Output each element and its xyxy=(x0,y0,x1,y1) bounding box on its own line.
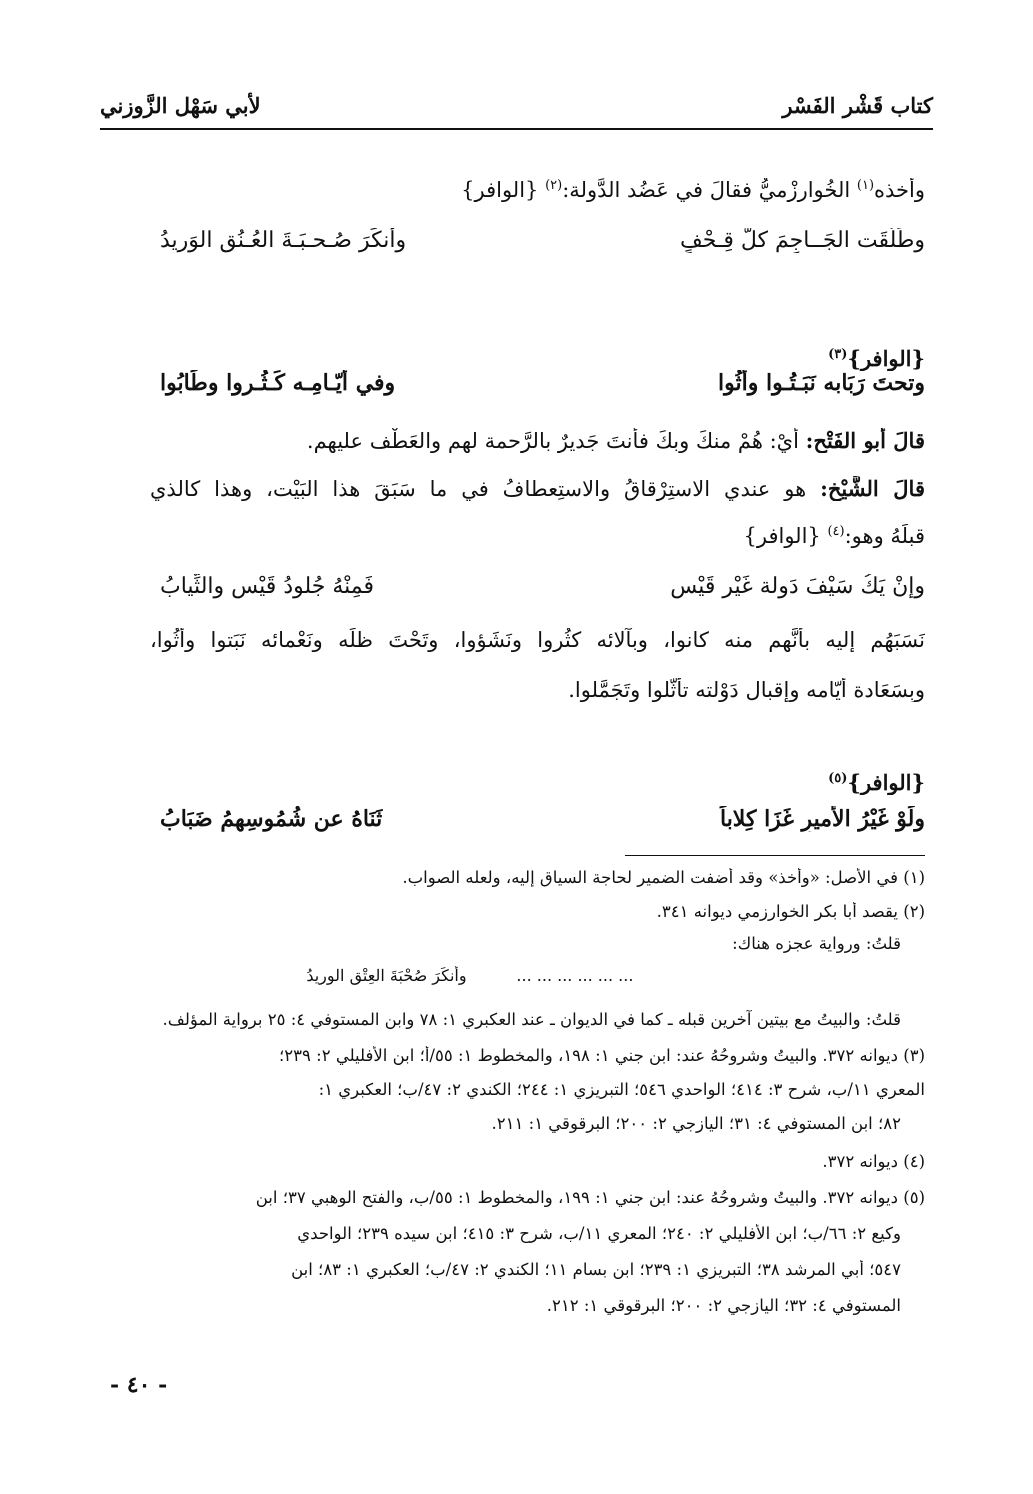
verse-3 xyxy=(160,574,925,599)
verse-hemistich-2: وأنكَرَ صُحْبَةَ العِتْقِ الوريدُ xyxy=(306,966,467,985)
prose-paragraph-line xyxy=(150,628,925,652)
verse-hemistich-1: ... ... ... ... ... ... xyxy=(516,966,634,985)
intro-line xyxy=(160,178,925,202)
meter-label: {الوافر} xyxy=(743,524,828,548)
intro-text: الخُوارزْميُّ فقالَ في عَضُد الدَّولة: xyxy=(562,178,857,202)
footnote-4: (٤) ديوانه ٣٧٢. xyxy=(822,1152,925,1171)
footnote-3-line: ٨٢؛ ابن المستوفي ٤: ٣١؛ اليازجي ٢: ٢٠٠؛ البرقوقي ١: ٢١١. xyxy=(491,1114,901,1133)
commentary-text: أيْ: هُمْ منكَ وبكَ فأنتَ جَديرٌ بالرَّحمة لهم والعَطْف عليهم. xyxy=(306,429,806,453)
footnote-2-note: قلتُ: والبيتُ مع بيتين آخرين قبله ـ كما في الديوان ـ عند العكبري ١: ٧٨ وابن المستوفي ٤: ٢٥ برواية المؤلف. xyxy=(162,1010,901,1029)
verse-hemistich-1: ولَوْ غَيْرُ الأميرِ غَزَا كِلاباً xyxy=(719,806,925,832)
intro-text: وأخذه xyxy=(874,178,925,202)
footnote-ref-4: (٤) xyxy=(827,524,845,539)
verse-hemistich-2: وفي أيّـامِـه كَـثُـروا وطَابُوا xyxy=(160,370,396,396)
verse-hemistich-2: ثَنَاهُ عن شُمُوسِهِمُ ضَبَابُ xyxy=(160,806,383,832)
verse-4 xyxy=(160,806,925,832)
book-title: كتاب قَشْر الفَسْر xyxy=(782,93,933,118)
commentator-label: قالَ الشَّيْخ: xyxy=(820,476,925,501)
footnote-5-line: وكيع ٢: ٦٦/ب؛ ابن الأفليلي ٢: ٢٤٠؛ المعري ١١/ب، شرح ٣: ٤١٥؛ ابن سيده ٢٣٩؛ الواحدي xyxy=(297,1224,901,1243)
commentary-text: قبلَهُ وهو: xyxy=(844,524,925,548)
meter-label: {الوافر} xyxy=(847,770,925,795)
prose-text: وبِسَعَادة أيّامه وإقبال دَوْلته تأثَّلوا وتَجَمَّلوا. xyxy=(568,678,925,702)
footnote-separator xyxy=(625,855,925,856)
prose-paragraph-line xyxy=(160,678,925,702)
footnote-2-quote: قلتُ: ورواية عجزه هناك: xyxy=(732,934,901,953)
verse-hemistich-2: وأنكَرَ صُـحـبَـةَ العُـنُقِ الوَريدُ xyxy=(160,228,407,253)
footnote-3-line: المعري ١١/ب، شرح ٣: ٤١٤؛ الواحدي ٥٤٦؛ التبريزي ١: ٢٤٤؛ الكندي ٢: ٤٧/ب؛ العكبري ١: xyxy=(318,1080,925,1099)
verse-2 xyxy=(160,370,925,396)
verse-1 xyxy=(160,228,925,253)
commentator-label: قالَ أبو الفَتْح: xyxy=(805,428,925,453)
verse-hemistich-1: وإنْ يَكُ سَيْفَ دَولة غَيْرِ قَيْسٍ xyxy=(670,574,925,599)
footnote-5-line: (٥) ديوانه ٣٧٢. والبيتُ وشروحُهُ عند: ابن جني ١: ١٩٩، والمخطوط ١: ٥٥/ب، والفتح الوهبي ٣٧؛ ابن xyxy=(255,1188,925,1207)
shaykh-commentary xyxy=(150,476,925,501)
footnote-ref-1: (١) xyxy=(856,178,875,193)
abu-alfath-commentary xyxy=(160,428,925,453)
meter-heading-3 xyxy=(160,346,925,371)
header-rule xyxy=(100,128,933,130)
footnote-1: (١) في الأصل: «وأخذ» وقد أضفت الضمير لحاجة السياق إليه، ولعله الصواب. xyxy=(402,868,925,887)
footnote-5-line: المستوفي ٤: ٣٢؛ اليازجي ٢: ٢٠٠؛ البرقوقي ١: ٢١٢. xyxy=(546,1296,901,1315)
page-number: - ٤٠ - xyxy=(110,1372,168,1398)
prose-text: نَسَبَهُم إليه بأنَّهم منه كانوا، وبآلائه كثُروا ونَشَؤوا، وتَحْتَ ظلِّه ونَعْمائه نَبَتوا وأَثُوا، xyxy=(150,628,925,652)
meter-label: {الوافر} xyxy=(461,178,546,202)
verse-hemistich-1: وتحتَ رَبَابه نَبَـتُـوا وأَثُوا xyxy=(717,370,925,396)
footnote-5-line: ٥٤٧؛ أبي المرشد ٣٨؛ التبريزي ١: ٢٣٩؛ ابن بسام ١١؛ الكندي ٢: ٤٧/ب؛ العكبري ١: ٨٣؛ ابن xyxy=(291,1260,901,1279)
commentary-continuation xyxy=(160,524,925,548)
footnote-2: (٢) يقصد أبا بكر الخوارزمي ديوانه ٣٤١. xyxy=(656,902,925,921)
verse-hemistich-2: فَمِنْهُ جُلودُ قَيْسٍ والثِّيابُ xyxy=(160,574,375,599)
commentary-text: هو عندي الاستِرْقاقُ والاستِعطافُ في ما سَبَقَ هذا البَيْت، وهذا كالذي xyxy=(150,477,821,501)
footnote-ref-2: (٢) xyxy=(545,178,563,193)
author-name: لأبي سَهْل الزَّوزني xyxy=(100,93,261,118)
footnote-ref-5: (٥) xyxy=(828,771,848,786)
footnote-2-verse xyxy=(180,966,803,985)
meter-heading-5 xyxy=(160,770,925,795)
footnote-3-line: (٣) ديوانه ٣٧٢. والبيتُ وشروحُهُ عند: ابن جني ١: ١٩٨، والمخطوط ١: ٥٥/أ؛ ابن الأفليلي ٢: ٢٣٩؛ xyxy=(279,1046,925,1065)
meter-label: {الوافر} xyxy=(847,346,925,371)
verse-hemistich-1: وطَلَّقَت الجَــاجِمَ كلَّ قِـحْفٍ xyxy=(679,228,925,253)
footnote-ref-3: (٣) xyxy=(828,347,848,362)
running-head xyxy=(100,86,933,118)
